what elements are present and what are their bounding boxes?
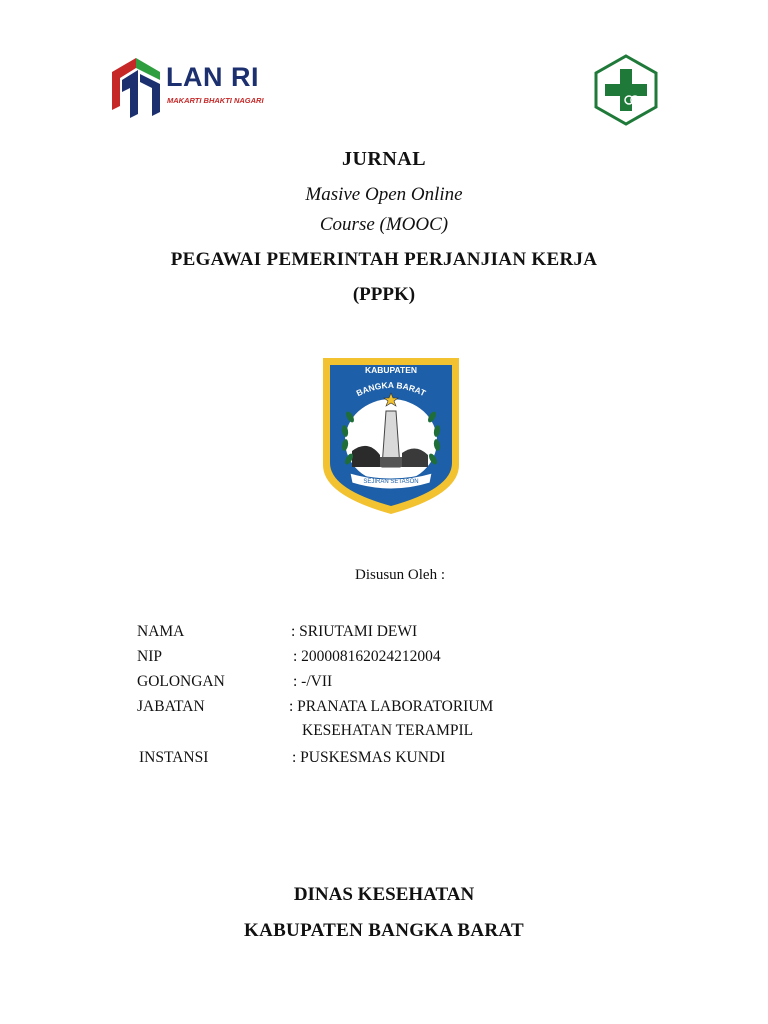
kemenkes-logo [591, 53, 661, 127]
lan-logo-name: LAN RI [166, 62, 259, 92]
regency-shield-icon [320, 355, 462, 517]
title-program-line-1: PEGAWAI PEMERINTAH PERJANJIAN KERJA [170, 249, 598, 270]
identity-value: : 200008162024212004 [293, 648, 441, 665]
prepared-by-label: Disusun Oleh : [355, 567, 445, 583]
lan-logo-mark-icon [108, 54, 168, 122]
kemenkes-cross-icon [591, 53, 661, 127]
lan-logo-tagline: MAKARTI BHAKTI NAGARI [167, 96, 264, 105]
emblem-ribbon-text: SEJIRAN SETASON [363, 479, 419, 485]
emblem-arc-text: BANGKA BARAT [354, 379, 428, 399]
identity-value-continued: KESEHATAN TERAMPIL [302, 722, 474, 739]
footer-institution-line-2: KABUPATEN BANGKA BARAT [243, 920, 524, 941]
title-subtitle-line-2: Course (MOOC) [319, 214, 449, 235]
footer-institution-line-1: DINAS KESEHATAN [293, 884, 475, 905]
lan-ri-logo [108, 54, 278, 124]
bangka-barat-emblem [320, 355, 462, 517]
document-title: JURNAL [341, 148, 427, 170]
title-subtitle-line-1: Masive Open Online [305, 184, 463, 205]
identity-label: JABATAN [137, 698, 205, 715]
identity-label: NAMA [137, 623, 185, 640]
identity-value: : PRANATA LABORATORIUM [289, 698, 494, 715]
identity-label: INSTANSI [139, 749, 209, 766]
identity-label: GOLONGAN [137, 673, 225, 690]
title-program-line-2: (PPPK) [352, 284, 416, 305]
identity-value: : SRIUTAMI DEWI [291, 623, 418, 640]
identity-value: : -/VII [293, 673, 333, 690]
emblem-top-text: KABUPATEN [364, 365, 418, 375]
identity-value: : PUSKESMAS KUNDI [292, 749, 446, 766]
identity-label: NIP [137, 648, 162, 665]
